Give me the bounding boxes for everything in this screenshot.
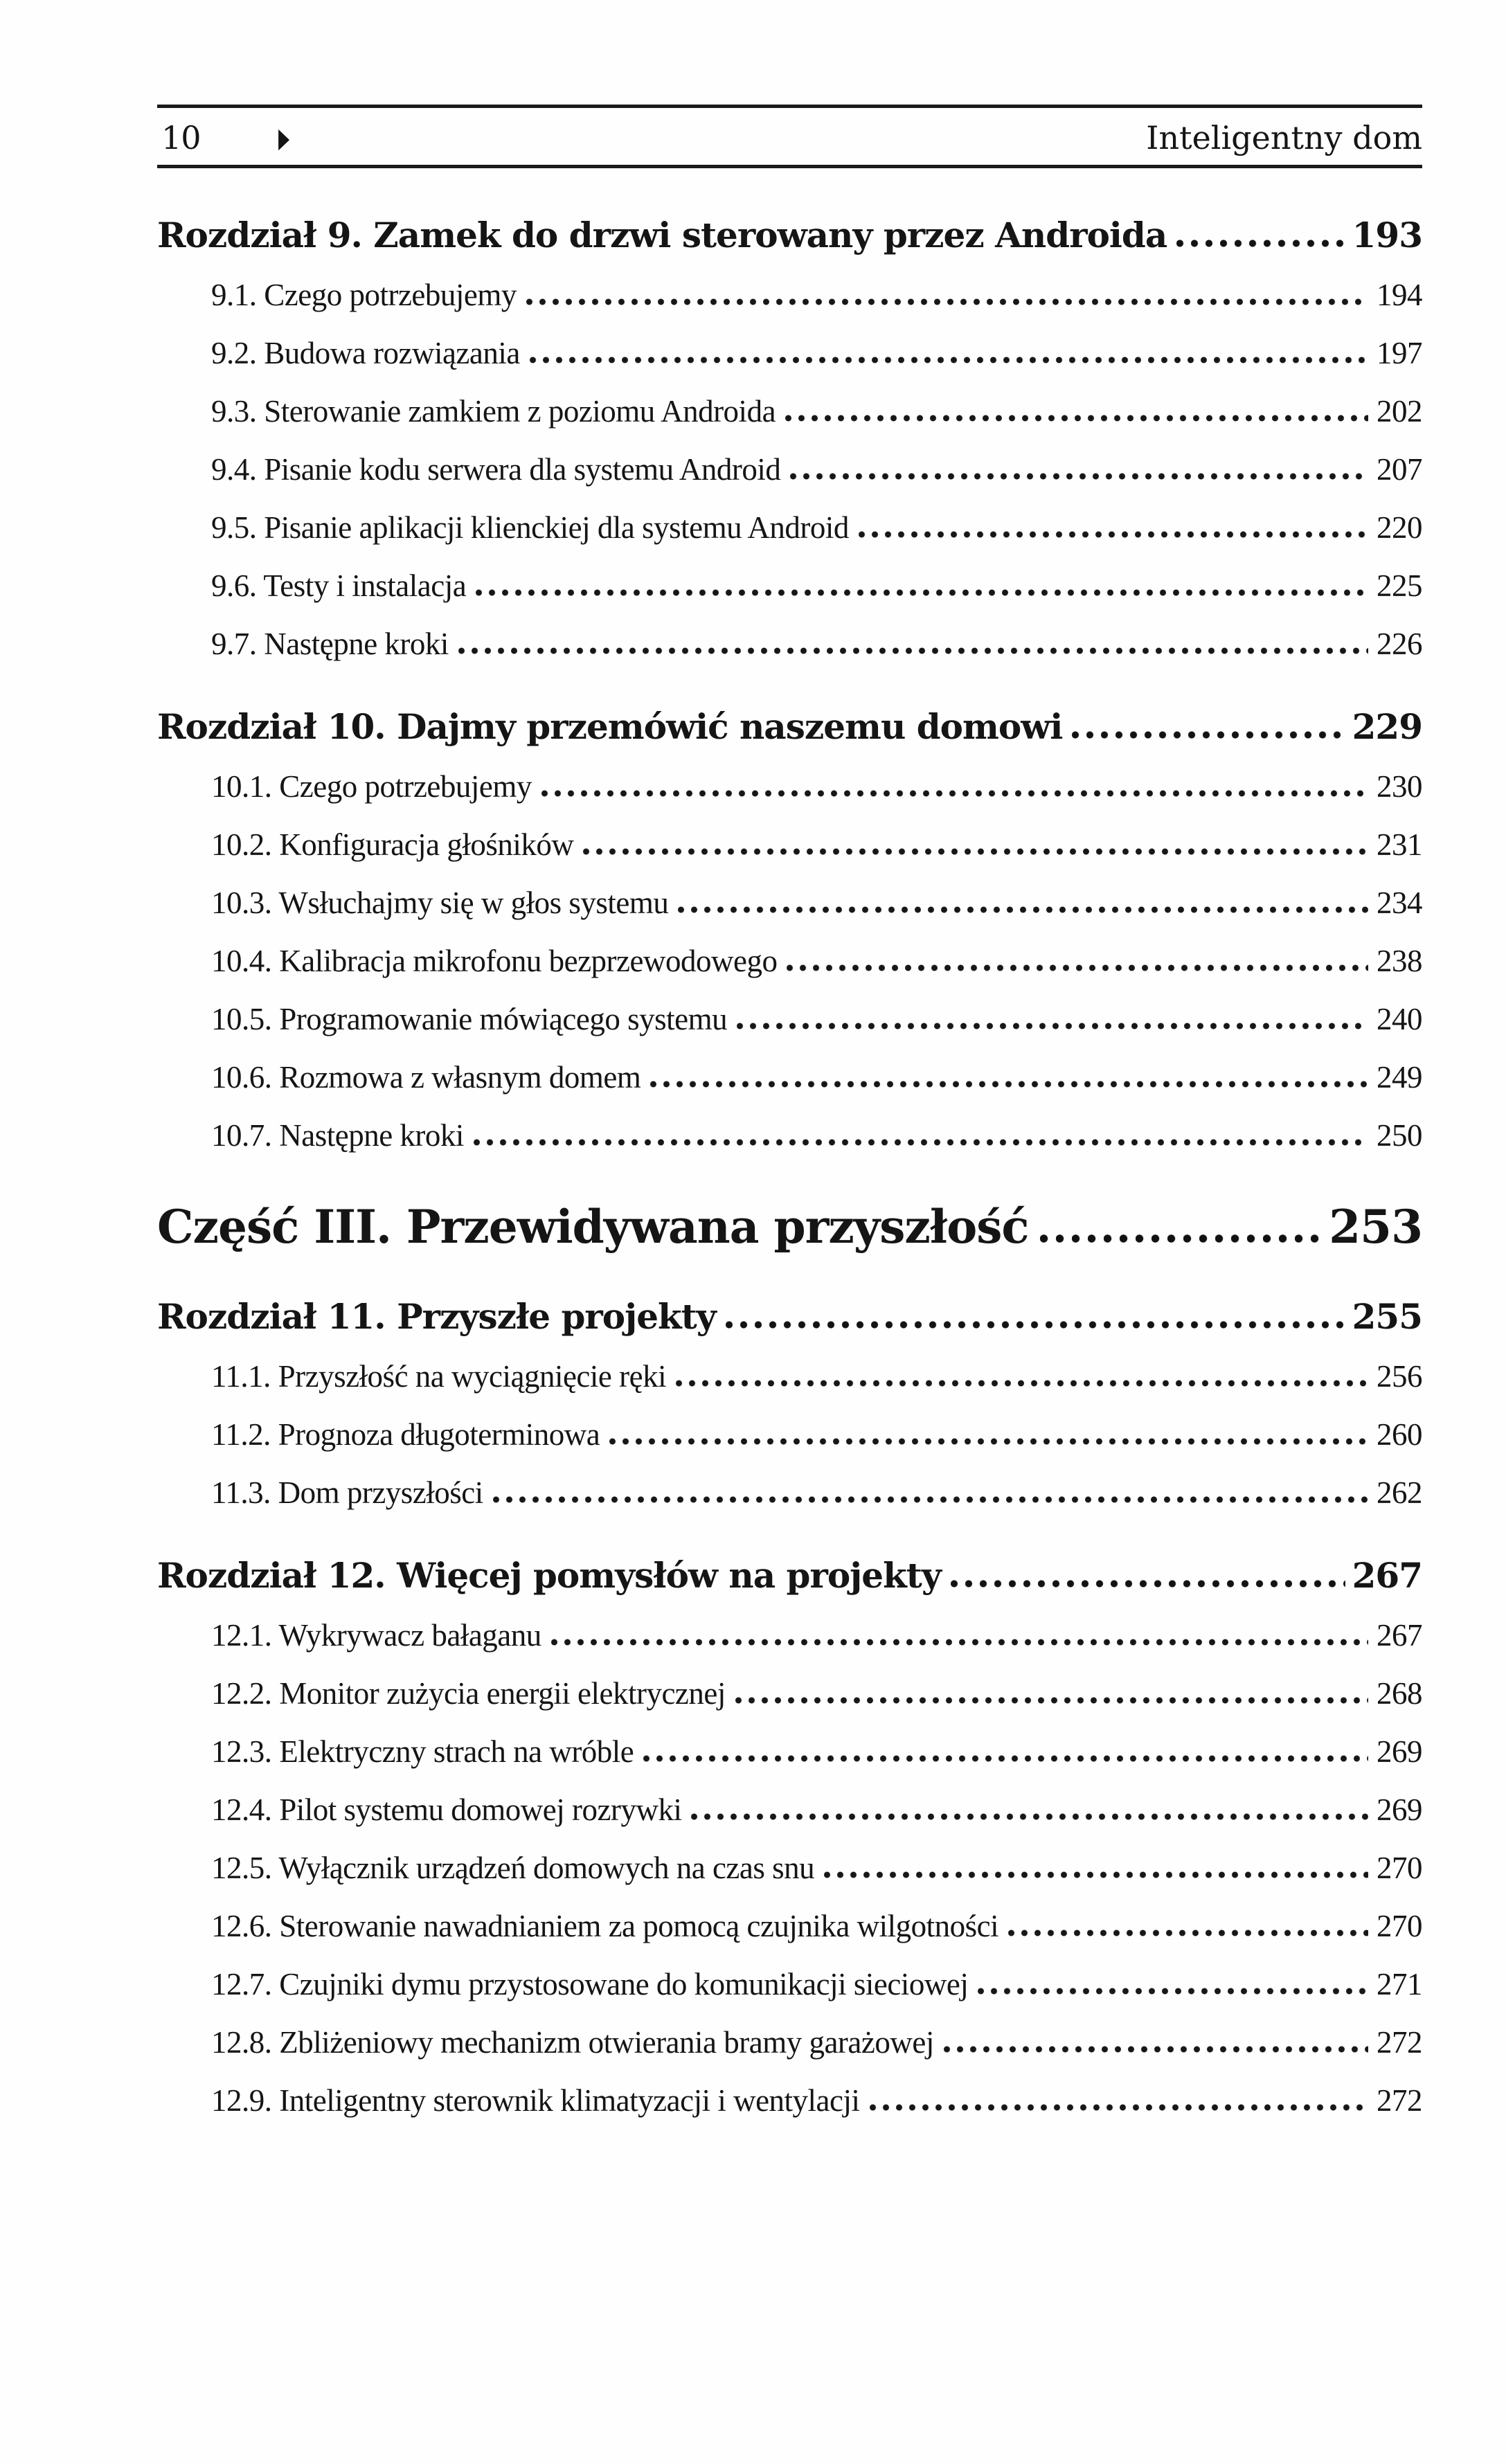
- dotted-leader: [609, 1438, 1368, 1445]
- toc-entry-label: 9.2. Budowa rozwiązania: [211, 336, 520, 370]
- dotted-leader: [859, 531, 1368, 538]
- toc-entry-page: 238: [1377, 944, 1422, 978]
- toc-list: [157, 215, 1422, 2118]
- arrow-right-icon: ▶: [278, 121, 289, 154]
- folio-page-number: 10: [161, 119, 201, 156]
- toc-entry-page: 269: [1377, 1792, 1422, 1827]
- toc-entry-page: 269: [1377, 1734, 1422, 1769]
- dotted-leader: [530, 357, 1368, 363]
- dotted-leader: [787, 964, 1368, 971]
- toc-entry: [157, 885, 1422, 920]
- toc-entry-page: 267: [1352, 1555, 1422, 1596]
- dotted-leader: [944, 2046, 1368, 2053]
- text-block: [157, 105, 1422, 2116]
- toc-entry: [157, 396, 1422, 427]
- dotted-leader: [735, 1697, 1368, 1704]
- toc-entry: [157, 512, 1422, 543]
- book-title: Inteligentny dom: [1146, 119, 1422, 156]
- toc-entry: [157, 1120, 1422, 1151]
- toc-entry-label: 9.5. Pisanie aplikacji klienckiej dla systemu Android: [211, 510, 849, 545]
- toc-entry-page: 255: [1352, 1296, 1422, 1337]
- running-header-row: [161, 119, 1422, 156]
- running-header: [157, 105, 1422, 168]
- toc-entry-label: Część III. Przewidywana przyszłość: [157, 1200, 1029, 1254]
- toc-entry-label: 12.1. Wykrywacz bałaganu: [211, 1618, 541, 1653]
- dotted-leader: [1008, 1930, 1368, 1936]
- dotted-leader: [476, 589, 1368, 596]
- toc-entry-label: Rozdział 9. Zamek do drzwi sterowany przez Androida: [157, 215, 1167, 255]
- toc-entry-page: 226: [1377, 627, 1422, 661]
- toc-entry: [157, 1620, 1422, 1651]
- toc-entry: [157, 338, 1422, 369]
- toc-entry-label: 9.6. Testy i instalacja: [211, 568, 467, 603]
- toc-entry: [157, 1062, 1422, 1093]
- toc-entry: [157, 454, 1422, 485]
- toc-entry: [157, 1296, 1422, 1337]
- toc-entry: [157, 1678, 1422, 1709]
- toc-entry: [157, 1792, 1422, 1827]
- dotted-leader: [474, 1139, 1368, 1146]
- toc-entry-label: 11.1. Przyszłość na wyciągnięcie ręki: [211, 1359, 667, 1394]
- toc-entry-page: 272: [1377, 2083, 1422, 2118]
- toc-entry-page: 256: [1377, 1359, 1422, 1394]
- toc-entry: [157, 1361, 1422, 1392]
- toc-entry-page: 272: [1377, 2025, 1422, 2060]
- toc-entry: [157, 829, 1422, 861]
- toc-entry: [157, 1736, 1422, 1768]
- toc-entry-label: 10.6. Rozmowa z własnym domem: [211, 1060, 641, 1095]
- toc-entry-label: 9.3. Sterowanie zamkiem z poziomu Androida: [211, 394, 776, 429]
- toc-entry: [157, 570, 1422, 602]
- toc-entry-label: 12.3. Elektryczny strach na wróble: [211, 1734, 634, 1769]
- toc-entry-page: 194: [1377, 278, 1422, 312]
- toc-entry: [157, 1911, 1422, 1942]
- toc-entry-page: 220: [1377, 510, 1422, 545]
- toc-entry: [157, 706, 1422, 747]
- dotted-leader: [1040, 1234, 1325, 1243]
- toc-entry-page: 249: [1377, 1060, 1422, 1095]
- toc-entry-label: 12.8. Zbliżeniowy mechanizm otwierania bramy garażowej: [211, 2025, 934, 2060]
- dotted-leader: [1072, 731, 1345, 739]
- toc-entry-page: 253: [1329, 1200, 1422, 1254]
- toc-entry-label: 12.7. Czujniki dymu przystosowane do komunikacji sieciowej: [211, 1967, 969, 2002]
- toc-entry-page: 250: [1377, 1118, 1422, 1153]
- toc-entry-label: 11.2. Prognoza długoterminowa: [211, 1417, 600, 1452]
- dotted-leader: [458, 647, 1368, 654]
- toc-entry-page: 207: [1377, 452, 1422, 487]
- toc-entry: [157, 946, 1422, 977]
- toc-entry-label: 12.5. Wyłącznik urządzeń domowych na czas snu: [211, 1851, 815, 1885]
- dotted-leader: [676, 1380, 1368, 1387]
- dotted-leader: [726, 1321, 1345, 1329]
- toc-entry-label: 10.3. Wsłuchajmy się w głos systemu: [211, 885, 669, 920]
- toc-entry-label: Rozdział 12. Więcej pomysłów na projekty: [157, 1555, 941, 1596]
- dotted-leader: [583, 848, 1368, 855]
- toc-entry: [157, 1004, 1422, 1035]
- toc-entry-label: 12.2. Monitor zużycia energii elektrycznej: [211, 1676, 726, 1711]
- toc-entry-label: 10.1. Czego potrzebujemy: [211, 769, 532, 804]
- dotted-leader: [551, 1639, 1368, 1646]
- toc-entry-page: 225: [1377, 568, 1422, 603]
- toc-entry-page: 271: [1377, 1967, 1422, 2002]
- toc-entry: [157, 771, 1422, 802]
- toc-entry-label: 9.4. Pisanie kodu serwera dla systemu Android: [211, 452, 781, 487]
- toc-entry: [157, 1969, 1422, 2000]
- toc-entry: [157, 1477, 1422, 1509]
- toc-entry: [157, 215, 1422, 255]
- dotted-leader: [785, 415, 1368, 422]
- dotted-leader: [526, 298, 1368, 305]
- toc-entry: [157, 1200, 1422, 1254]
- toc-entry-label: 9.7. Następne kroki: [211, 627, 449, 661]
- toc-entry-page: 240: [1377, 1002, 1422, 1036]
- dotted-leader: [951, 1580, 1345, 1588]
- dotted-leader: [650, 1081, 1368, 1088]
- dotted-leader: [978, 1988, 1368, 1995]
- toc-entry-page: 270: [1377, 1851, 1422, 1885]
- toc-entry-label: Rozdział 10. Dajmy przemówić naszemu domowi: [157, 706, 1063, 747]
- toc-entry-label: 12.6. Sterowanie nawadnianiem za pomocą czujnika wilgotności: [211, 1909, 999, 1943]
- toc-entry-label: 12.9. Inteligentny sterownik klimatyzacji i wentylacji: [211, 2083, 860, 2118]
- toc-entry-page: 270: [1377, 1909, 1422, 1943]
- toc-entry: [157, 1555, 1422, 1596]
- dotted-leader: [870, 2104, 1368, 2111]
- toc-entry-label: 12.4. Pilot systemu domowej rozrywki: [211, 1792, 682, 1827]
- toc-entry: [157, 2027, 1422, 2058]
- dotted-leader: [790, 473, 1368, 480]
- toc-entry-page: 193: [1352, 215, 1422, 255]
- toc-entry-page: 229: [1352, 706, 1422, 747]
- toc-entry-page: 197: [1377, 336, 1422, 370]
- dotted-leader: [643, 1755, 1368, 1762]
- toc-entry-label: Rozdział 11. Przyszłe projekty: [157, 1296, 716, 1337]
- toc-entry-page: 260: [1377, 1417, 1422, 1452]
- dotted-leader: [678, 906, 1368, 913]
- toc-entry-label: 10.7. Następne kroki: [211, 1118, 464, 1153]
- dotted-leader: [691, 1813, 1368, 1820]
- toc-entry-page: 231: [1377, 827, 1422, 862]
- toc-entry-label: 10.2. Konfiguracja głośników: [211, 827, 574, 862]
- dotted-leader: [737, 1023, 1368, 1029]
- toc-entry-label: 9.1. Czego potrzebujemy: [211, 278, 517, 312]
- toc-entry-page: 234: [1377, 885, 1422, 920]
- toc-entry: [157, 280, 1422, 311]
- toc-entry-page: 262: [1377, 1475, 1422, 1510]
- dotted-leader: [1176, 240, 1345, 247]
- toc-entry: [157, 1853, 1422, 1884]
- toc-entry-label: 10.5. Programowanie mówiącego systemu: [211, 1002, 728, 1036]
- toc-entry-page: 202: [1377, 394, 1422, 429]
- toc-entry: [157, 1419, 1422, 1450]
- dotted-leader: [493, 1496, 1368, 1503]
- toc-entry: [157, 2085, 1422, 2116]
- toc-entry-label: 10.4. Kalibracja mikrofonu bezprzewodowego: [211, 944, 778, 978]
- toc-entry-page: 268: [1377, 1676, 1422, 1711]
- toc-entry-page: 230: [1377, 769, 1422, 804]
- toc-entry: [157, 629, 1422, 660]
- dotted-leader: [541, 790, 1368, 797]
- dotted-leader: [824, 1871, 1368, 1878]
- toc-entry-label: 11.3. Dom przyszłości: [211, 1475, 483, 1510]
- toc-entry-page: 267: [1377, 1618, 1422, 1653]
